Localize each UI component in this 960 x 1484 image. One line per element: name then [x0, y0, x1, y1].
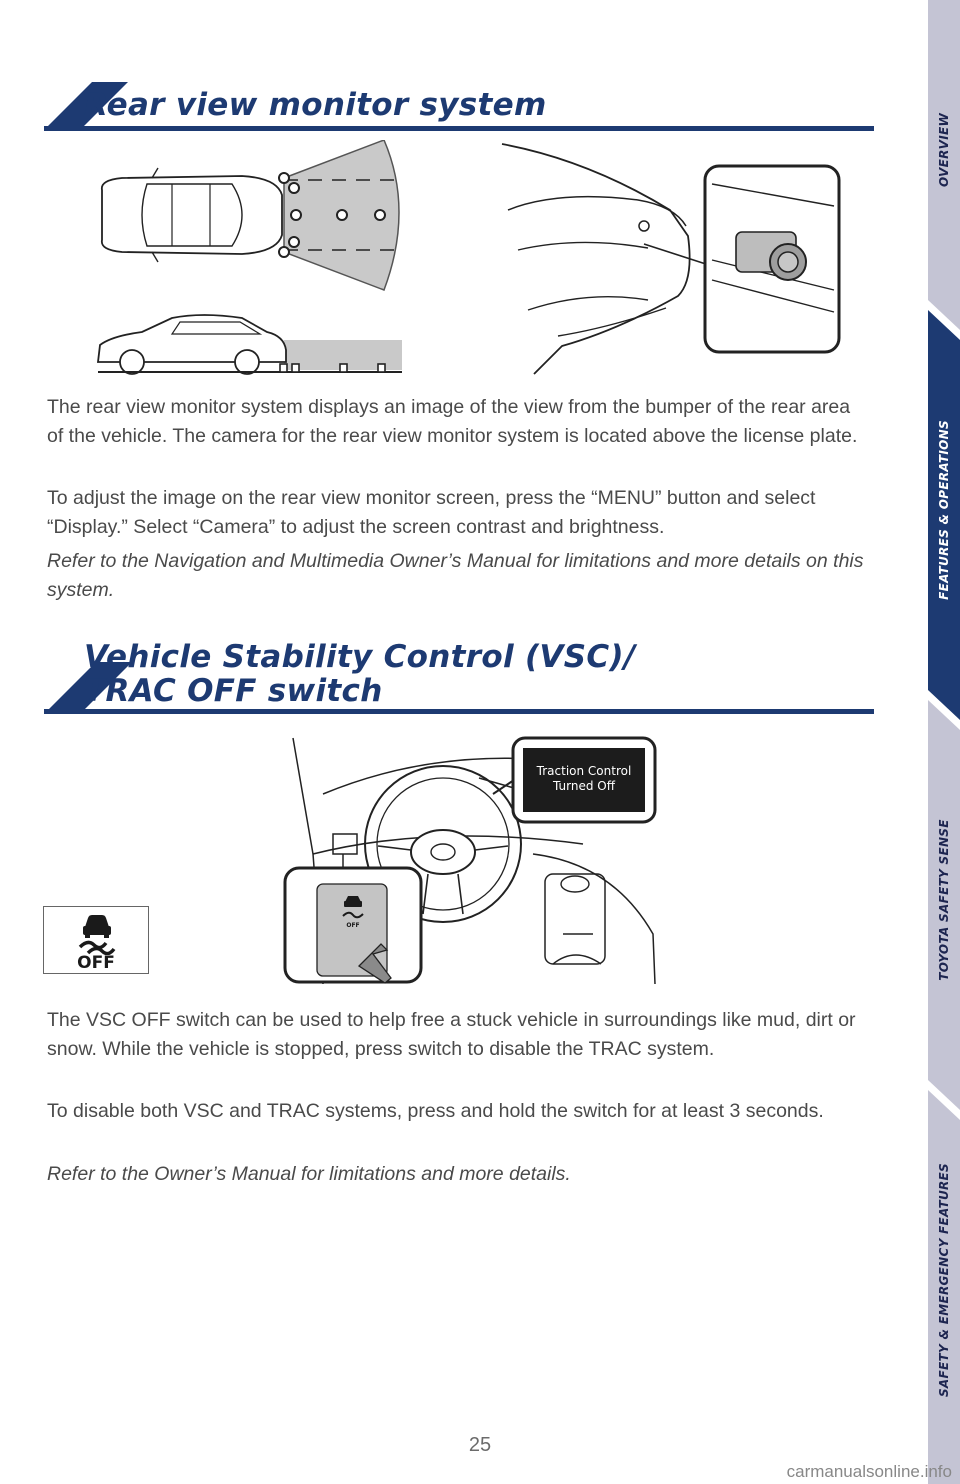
- side-tab-toyota-safety-sense[interactable]: TOYOTA SAFETY SENSE: [937, 819, 951, 981]
- rear-view-range-diagram: [92, 140, 412, 380]
- skid-car-icon: [44, 909, 148, 955]
- rear-view-description: The rear view monitor system displays an image of the view from the bumper of the rear area of the vehicle. The camera for the rear view monitor system is located above the license plate.: [47, 396, 858, 447]
- vsc-manual-note: Refer to the Owner’s Manual for limitations and more details.: [47, 1163, 571, 1185]
- rear-view-manual-note: Refer to the Navigation and Multimedia Owner’s Manual for limitations and more details on this system.: [47, 550, 864, 601]
- traction-control-line1: Traction Control: [536, 764, 632, 778]
- dashboard-illustration: [283, 734, 663, 984]
- source-watermark: carmanualsonline.info: [786, 1462, 952, 1481]
- side-tab-features-operations[interactable]: FEATURES & OPERATIONS: [937, 420, 951, 600]
- section-title-vsc-line2: TRAC OFF switch: [84, 673, 383, 709]
- side-navigation-tabs: [928, 0, 960, 1484]
- side-tab-safety-emergency[interactable]: SAFETY & EMERGENCY FEATURES: [937, 1162, 952, 1398]
- page-number: 25: [468, 1434, 492, 1456]
- vsc-off-description: The VSC OFF switch can be used to help free a stuck vehicle in surroundings like mud, dirt or snow. While the vehicle is stopped, press switch to disable the TRAC system.: [47, 1009, 856, 1060]
- switch-off-label: OFF: [346, 922, 360, 929]
- vsc-off-icon-label: OFF: [77, 953, 115, 973]
- traction-control-line2: Turned Off: [553, 779, 615, 793]
- rear-camera-illustration: [498, 140, 846, 376]
- section-title-rear-view: Rear view monitor system: [84, 87, 547, 123]
- rear-view-adjust-instructions: To adjust the image on the rear view monitor screen, press the “MENU” button and select “Display.” Select “Camera” to adjust the screen contrast and brightness.: [47, 487, 816, 538]
- traction-control-screen: [523, 764, 645, 794]
- vsc-off-indicator-icon: [43, 906, 149, 974]
- section-title-vsc-line1: Vehicle Stability Control (VSC)/: [84, 639, 636, 675]
- side-tab-overview[interactable]: OVERVIEW: [937, 112, 951, 188]
- vsc-trac-disable-instructions: To disable both VSC and TRAC systems, press and hold the switch for at least 3 seconds.: [47, 1100, 824, 1122]
